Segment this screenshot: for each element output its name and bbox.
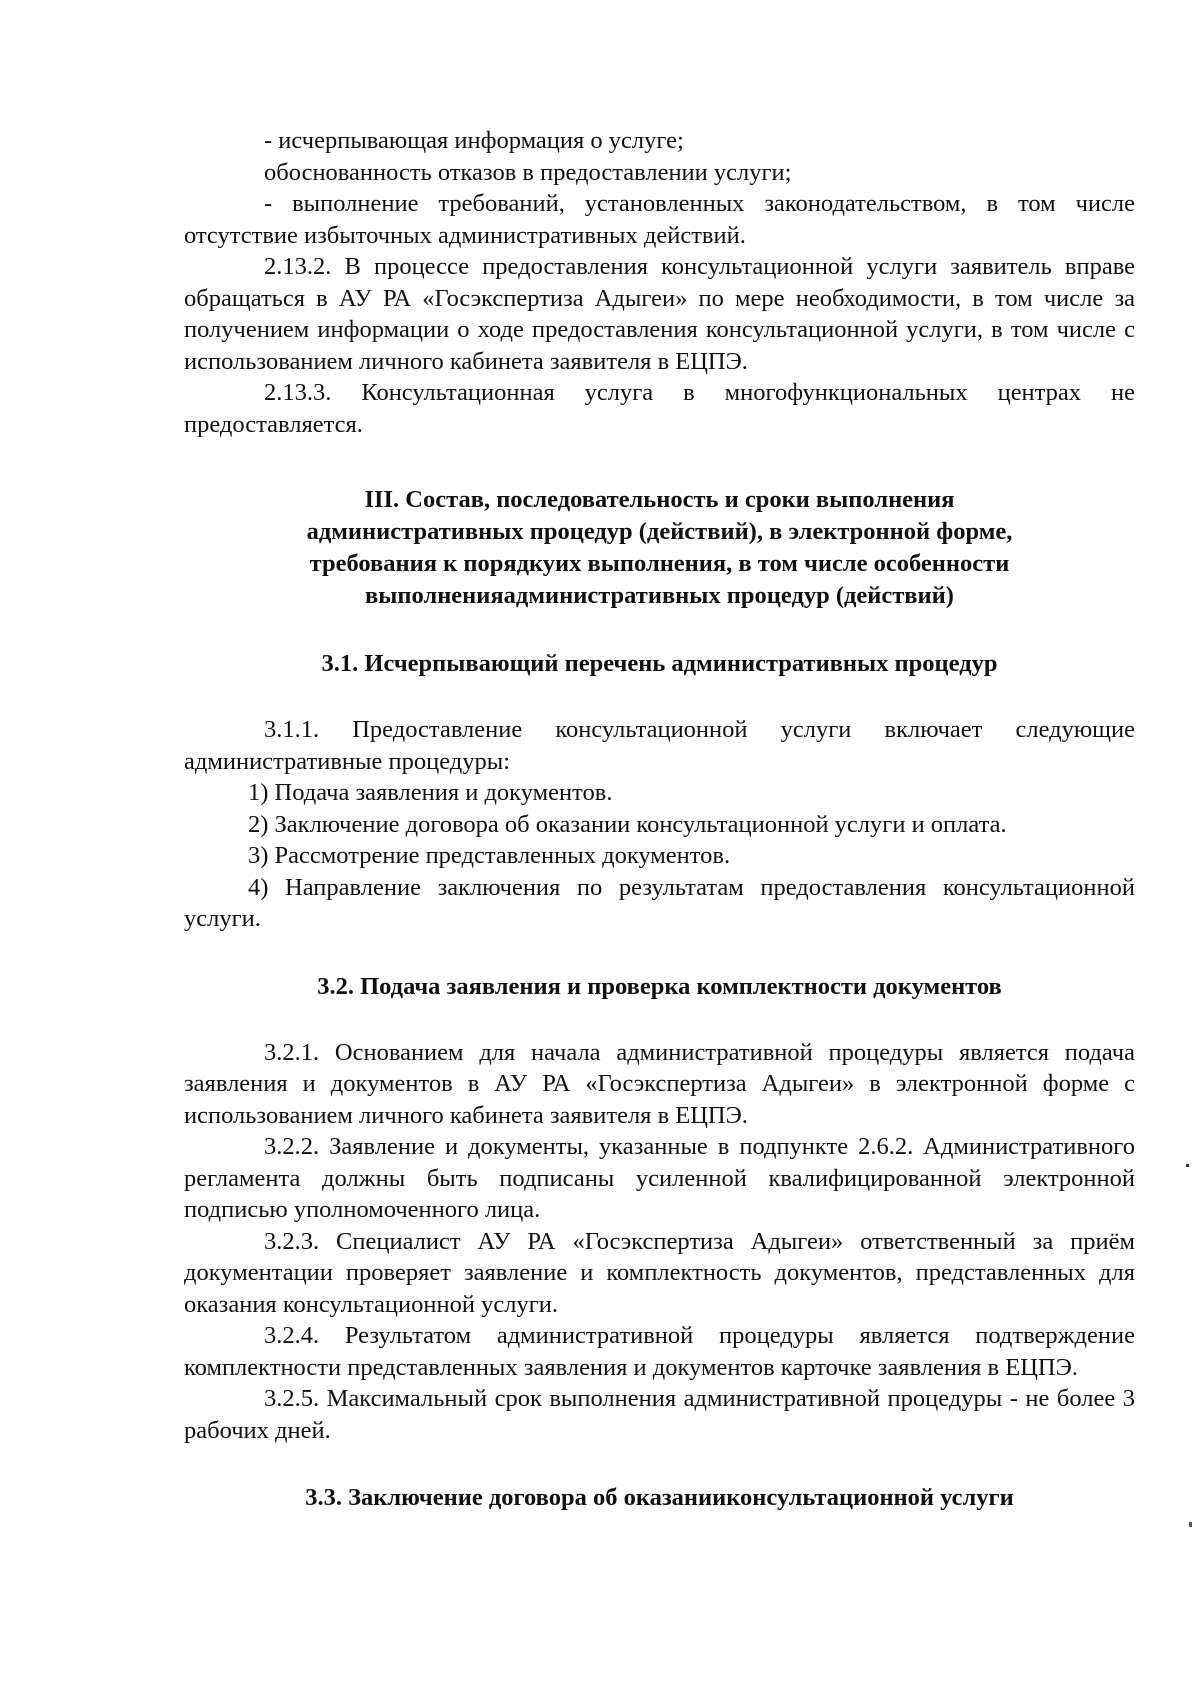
paragraph-2-13-3: 2.13.3. Консультационная услуга в многофункциональных центрах не предоставляется.	[184, 379, 1135, 438]
section-3-title-line: III. Состав, последовательность и сроки выполнения	[364, 486, 955, 513]
scan-speck	[1189, 1522, 1192, 1527]
paragraph-3-2-2: 3.2.2. Заявление и документы, указанные в подпункте 2.6.2. Административного регламента должны быть подписаны усиленной квалифицированной электронной подписью уполномоченного лица.	[184, 1133, 1135, 1223]
line-exhaustive-info: - исчерпывающая информация о услуге;	[264, 127, 684, 154]
procedure-item: 2) Заключение договора об оказании консультационной услуги и оплата.	[248, 810, 1007, 838]
section-3-title	[184, 484, 1135, 612]
section-3-title-line: выполненияадминистративных процедур (действий)	[365, 582, 954, 609]
section-3-title-line: административных процедур (действий), в электронной форме,	[306, 518, 1013, 545]
paragraph-3-2-3: 3.2.3. Специалист АУ РА «Госэкспертиза Адыгеи» ответственный за приём документации проверяет заявление и комплектность документов, представленных для оказания консультационной услуги.	[184, 1227, 1135, 1318]
procedure-item: 3) Рассмотрение представленных документов.	[248, 842, 731, 869]
section-3-title-line: требования к порядкуих выполнения, в том числе особенности	[309, 550, 1010, 577]
paragraph-3-1-1: 3.1.1. Предоставление консультационной услуги включает следующие административные процедуры:	[184, 716, 1135, 775]
line-refusal-validity: обоснованность отказов в предоставлении услуги;	[264, 158, 792, 186]
paragraph-3-2-5: 3.2.5. Максимальный срок выполнения административной процедуры - не более 3 рабочих дней.	[184, 1385, 1135, 1444]
procedure-list	[184, 777, 1135, 935]
paragraph-3-2-1: 3.2.1. Основанием для начала административной процедуры является подача заявления и документов в АУ РА «Госэкспертиза Адыгеи» в электронной форме с использованием личного кабинета заявителя в ЕЦПЭ.	[184, 1038, 1135, 1129]
procedure-item: 4) Направление заключения по результатам предоставления консультационной услуги.	[184, 873, 1135, 932]
procedure-item: 1) Подача заявления и документов.	[248, 779, 613, 806]
paragraph-2-13-2: 2.13.2. В процессе предоставления консультационной услуги заявитель вправе обращаться в АУ РА «Госэкспертиза Адыгеи» по мере необходимости, в том числе за получением информации о ходе предоставления консультационной услуги, в том числе с использованием личного кабинета заявителя в ЕЦПЭ.	[184, 253, 1135, 375]
subsection-3-2-title: 3.2. Подача заявления и проверка комплектности документов	[317, 972, 1002, 1000]
paragraph-3-2-4: 3.2.4. Результатом административной процедуры является подтверждение комплектности представленных заявления и документов карточке заявления в ЕЦПЭ.	[184, 1322, 1135, 1381]
paragraph-requirements: - выполнение требований, установленных законодательством, в том числе отсутствие избыточных административных действий.	[184, 190, 1135, 249]
scan-speck	[1186, 1164, 1189, 1167]
subsection-3-1-title: 3.1. Исчерпывающий перечень административных процедур	[321, 650, 998, 677]
subsection-3-3-title: 3.3. Заключение договора об оказанииконсультационной услуги	[305, 1484, 1014, 1511]
